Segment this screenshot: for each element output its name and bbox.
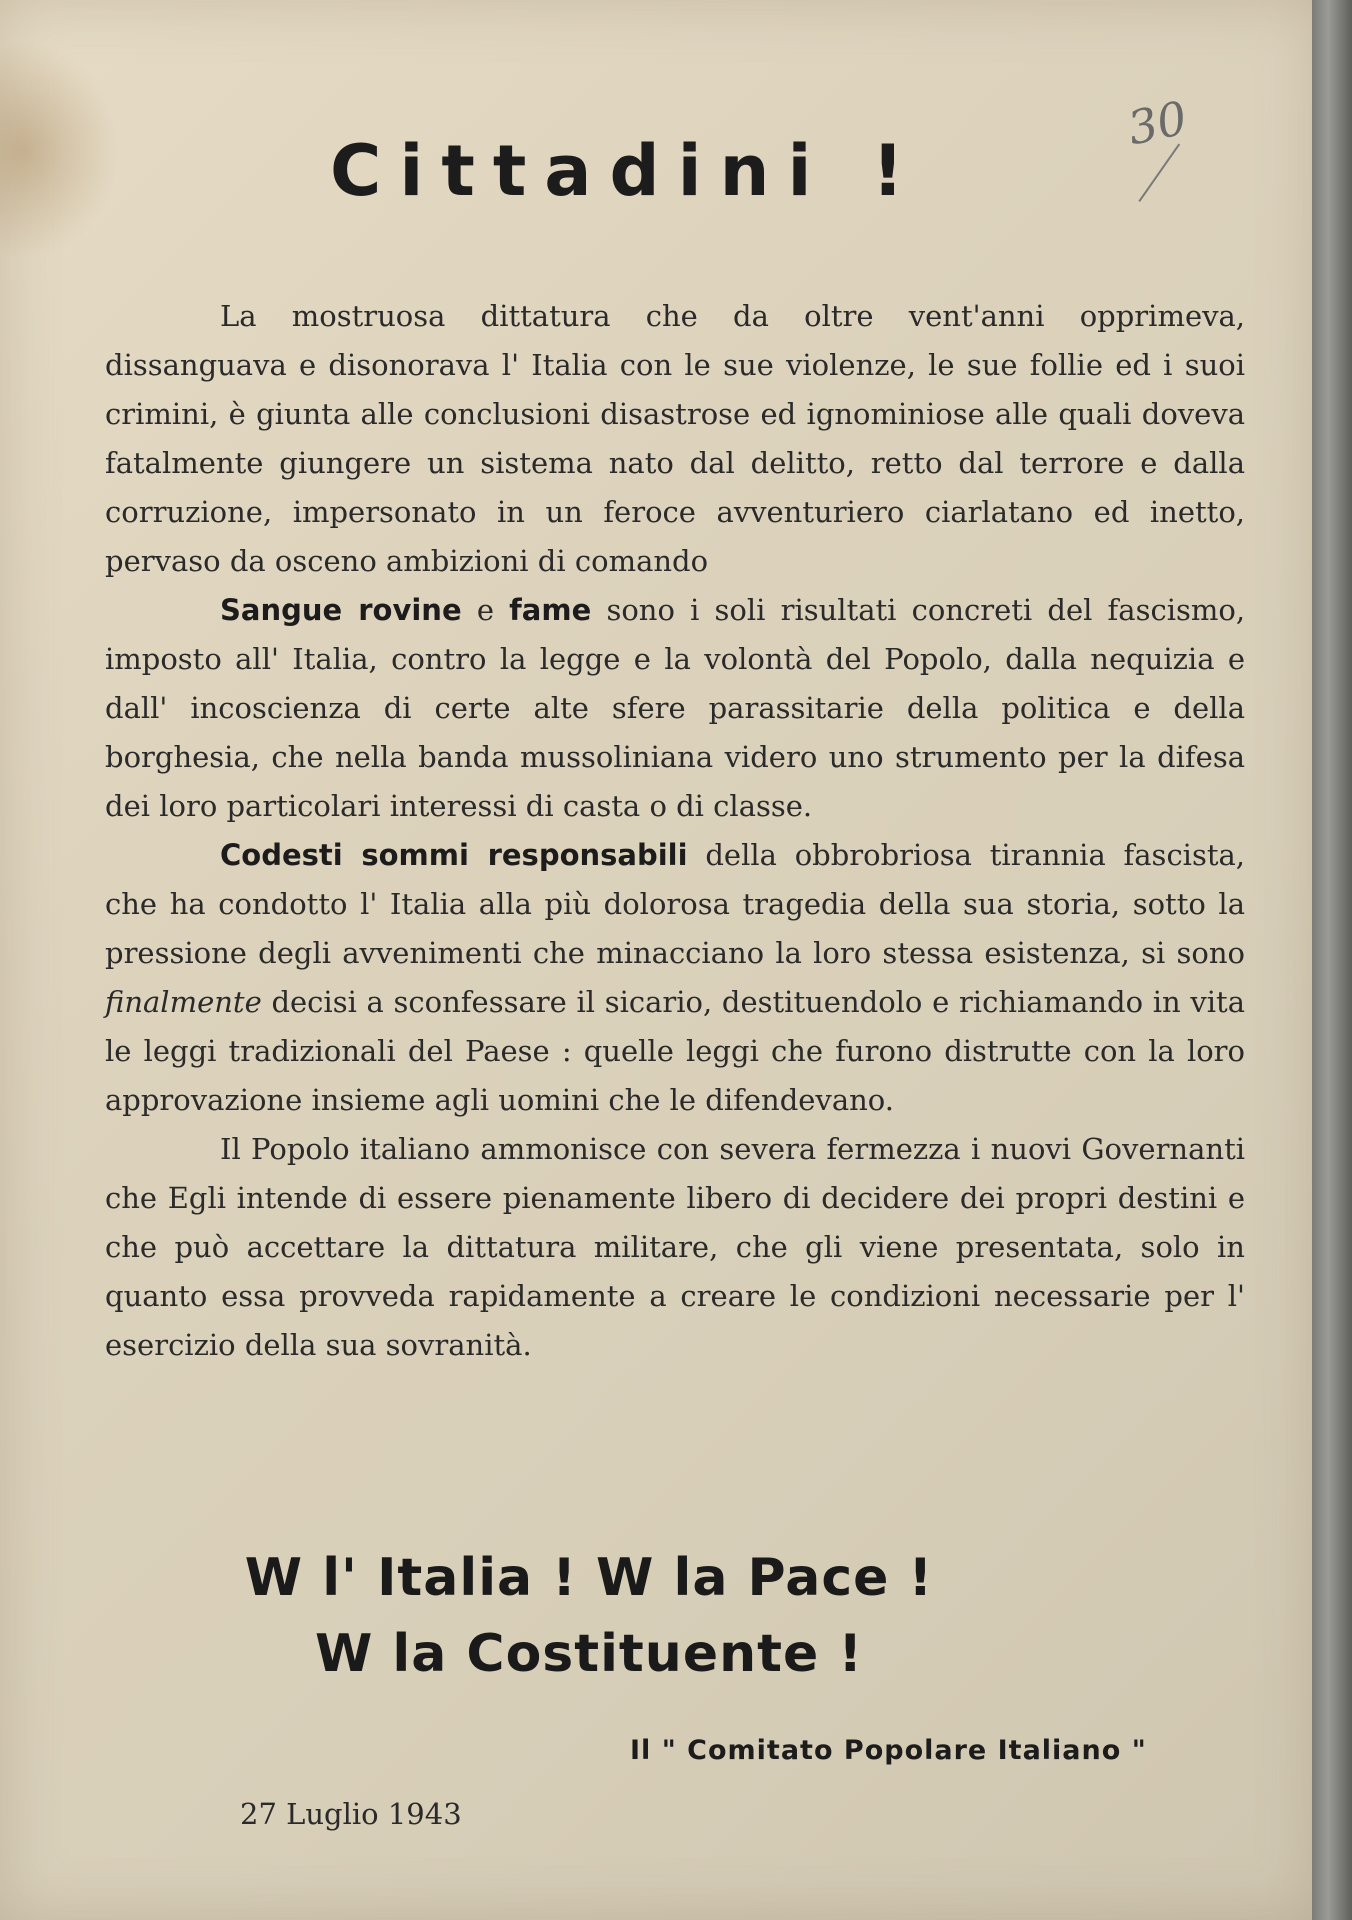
italic-word-finalmente: finalmente [105,985,262,1019]
paragraph-responsabili [105,831,1245,1125]
paragraph-popolo: Il Popolo italiano ammonisce con severa fermezza i nuovi Governanti che Egli intende di essere pienamente libero di decidere dei propri destini e che può accettare la dittatura militare, che gli viene presentata, solo in quanto essa provveda rapidamente a creare le condizioni necessarie per l' esercizio della sua sovranità. [105,1132,1245,1362]
bold-phrase-sangue-rovine: Sangue rovine [220,593,462,627]
paper-stain [0,40,120,260]
paragraph-fascism [105,586,1245,831]
leaflet-title: Cittadini ! [330,130,922,212]
paragraph-responsabili-text-1: della obbrobriosa tirannia fascista, che ha condotto l' Italia alla più dolorosa tragedia della sua storia, sotto la pressione degli avvenimenti che minacciano la loro stessa esistenza, si sono [105,838,1245,970]
background-edge [1312,0,1352,1920]
conjunction: e [476,593,494,627]
document-date: 27 Luglio 1943 [240,1797,462,1831]
slogan-costituente: W la Costituente ! [314,1624,864,1684]
paragraph-dictatorship: La mostruosa dittatura che da oltre vent'anni opprimeva, dissanguava e disonorava l' Italia con le sue violenze, le sue follie ed i suoi crimini, è giunta alle conclusioni disastrose ed ignominiose alle quali doveva fatalmente giungere un sistema nato dal delitto, retto dal terrore e dalla corruzione, impersonato in un feroce avventuriero ciarlatano ed inetto, pervaso da osceno ambizioni di comando [105,299,1245,578]
slogan-italia-pace: W l' Italia ! W la Pace ! [244,1548,934,1608]
signature-comitato: Il " Comitato Popolare Italiano " [630,1735,1147,1766]
pencil-note: 30 [1123,90,1192,156]
bold-phrase-fame: fame [509,593,592,627]
paragraph-fascism-text: sono i soli risultati concreti del fascismo, imposto all' Italia, contro la legge e la volontà del Popolo, dalla nequizia e dall' incoscienza di certe alte sfere parassitarie della politica e della borghesia, che nella banda mussoliniana videro uno strumento per la difesa dei loro particolari interessi di casta o di classe. [105,593,1246,823]
leaflet-body [105,292,1245,1370]
bold-phrase-responsabili: Codesti sommi responsabili [220,838,688,872]
paragraph-responsabili-text-2: decisi a sconfessare il sicario, destituendolo e richiamando in vita le leggi tradizionali del Paese : quelle leggi che furono distrutte con la loro approvazione insieme agli uomini che le difendevano. [105,985,1246,1117]
